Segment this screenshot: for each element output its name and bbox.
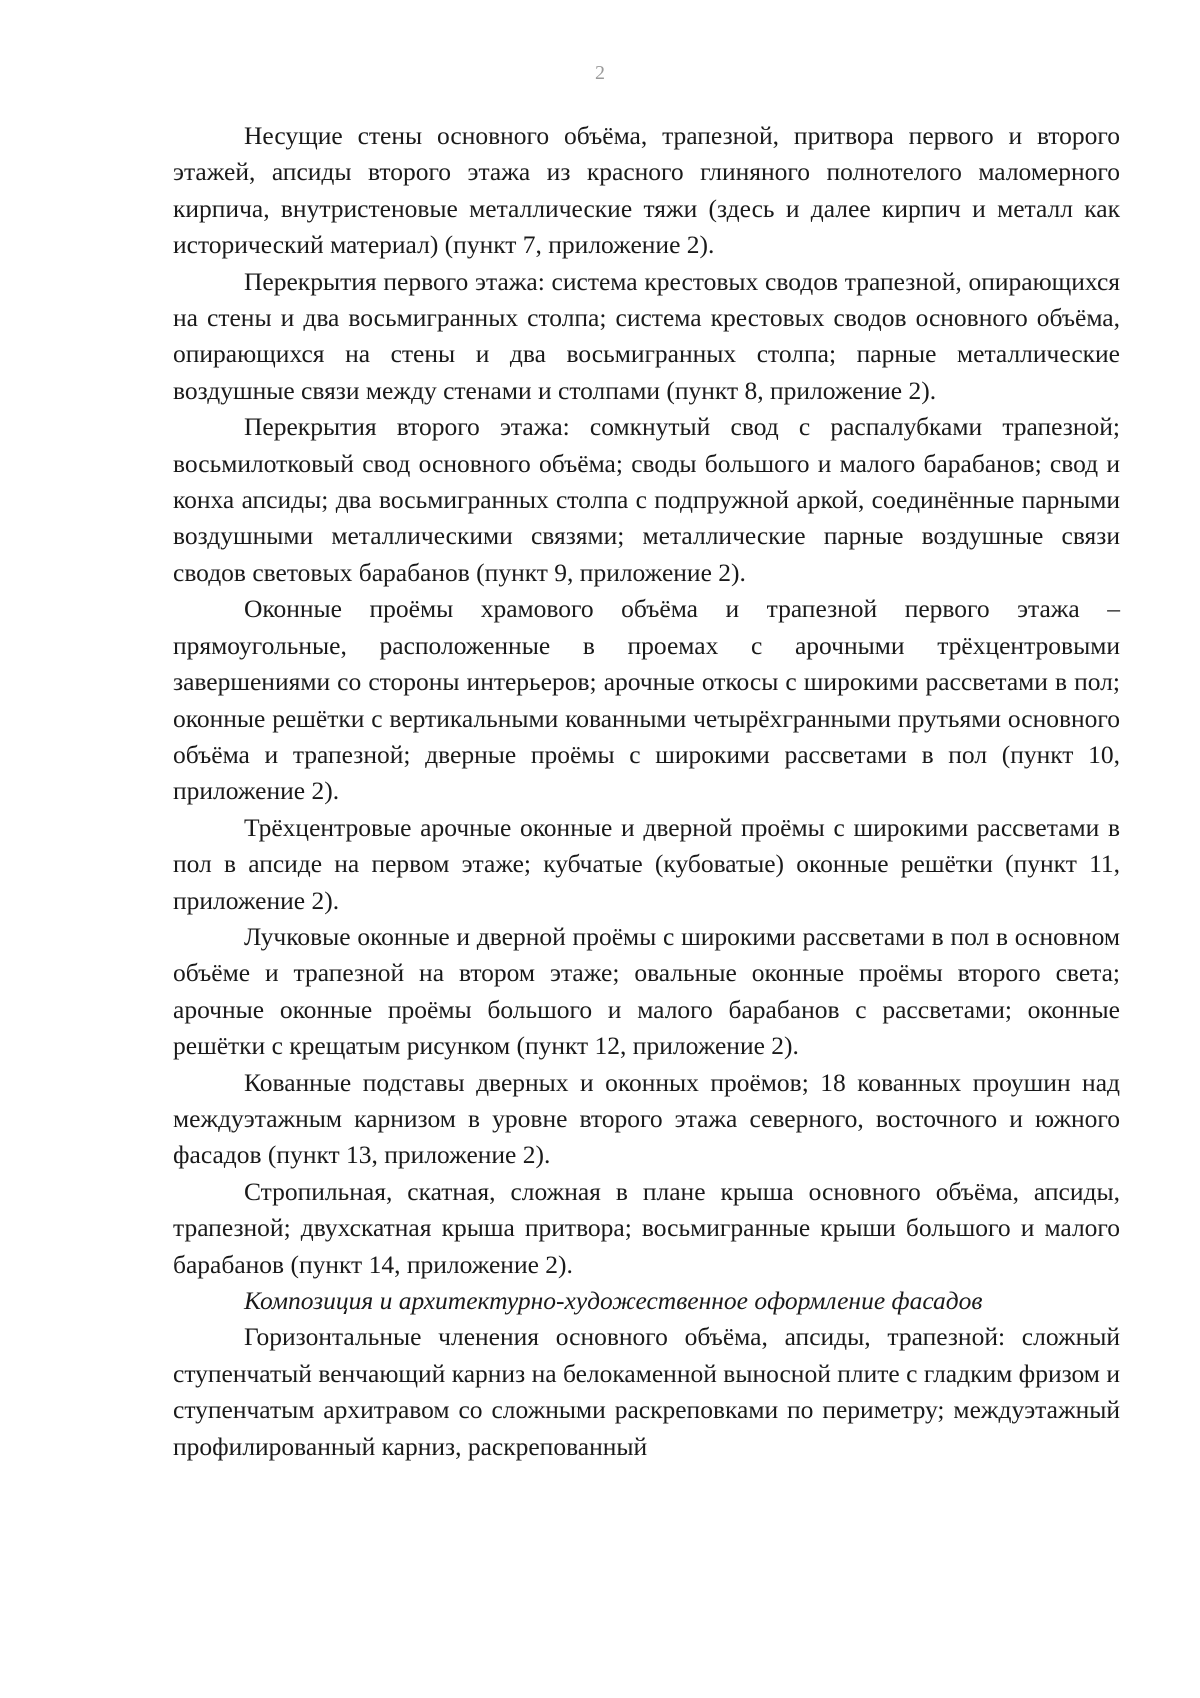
paragraph-apse-openings: Трёхцентровые арочные оконные и дверной проёмы с широкими рассветами в пол в апсиде на первом этаже; кубчатые (кубоватые) оконные решётки (пункт 11, приложение 2). xyxy=(173,812,1120,915)
page-number: 2 xyxy=(595,62,605,84)
paragraph-first-floor-windows: Оконные проёмы храмового объёма и трапезной первого этажа – прямоугольные, расположенные в проемах с арочными трёхцентровыми завершениями со стороны интерьеров; арочные откосы с широкими рассветами в пол; оконные решётки с вертикальными кованными четырёхгранными прутьями основного объёма и трапезной; дверные проёмы с широкими рассветами в пол (пункт 10, приложение 2). xyxy=(173,594,1120,806)
section-heading: Композиция и архитектурно-художественное оформление фасадов xyxy=(244,1286,983,1315)
paragraph-second-floor-openings: Лучковые оконные и дверной проёмы с широкими рассветами в пол в основном объёме и трапезной на втором этаже; овальные оконные проёмы второго света; арочные оконные проёмы большого и малого барабанов с рассветами; оконные решётки с крещатым рисунком (пункт 12, приложение 2). xyxy=(173,921,1120,1061)
document-body xyxy=(173,118,1120,1465)
paragraph-second-floor-vaults: Перекрытия второго этажа: сомкнутый свод с распалубками трапезной; восьмилотковый свод основного объёма; своды большого и малого барабанов; свод и конха апсиды; два восьмигранных столпа с подпружной аркой, соединённые парными воздушными металлическими связями; металлические парные воздушные связи сводов световых барабанов (пункт 9, приложение 2). xyxy=(173,412,1120,587)
paragraph-forged-elements: Кованные подставы дверных и оконных проёмов; 18 кованных проушин над междуэтажным карнизом в уровне второго этажа северного, восточного и южного фасадов (пункт 13, приложение 2). xyxy=(173,1067,1120,1170)
paragraph-horizontal-divisions: Горизонтальные членения основного объёма, апсиды, трапезной: сложный ступенчатый венчающий карниз на белокаменной выносной плите с гладким фризом и ступенчатым архитравом со сложными раскреповками по периметру; междуэтажный профилированный карниз, раскрепованный xyxy=(173,1322,1120,1461)
paragraph-first-floor-vaults: Перекрытия первого этажа: система крестовых сводов трапезной, опирающихся на стены и два восьмигранных столпа; система крестовых сводов основного объёма, опирающихся на стены и два восьмигранных столпа; парные металлические воздушные связи между стенами и столпами (пункт 8, приложение 2). xyxy=(173,266,1120,405)
paragraph-load-bearing-walls: Несущие стены основного объёма, трапезной, притвора первого и второго этажей, апсиды второго этажа из красного глиняного полнотелого маломерного кирпича, внутристеновые металлические тяжи (здесь и далее кирпич и металл как исторический материал) (пункт 7, приложение 2). xyxy=(173,121,1120,260)
paragraph-roofs: Стропильная, скатная, сложная в плане крыша основного объёма, апсиды, трапезной; двухскатная крыша притвора; восьмигранные крыши большого и малого барабанов (пункт 14, приложение 2). xyxy=(173,1176,1120,1279)
